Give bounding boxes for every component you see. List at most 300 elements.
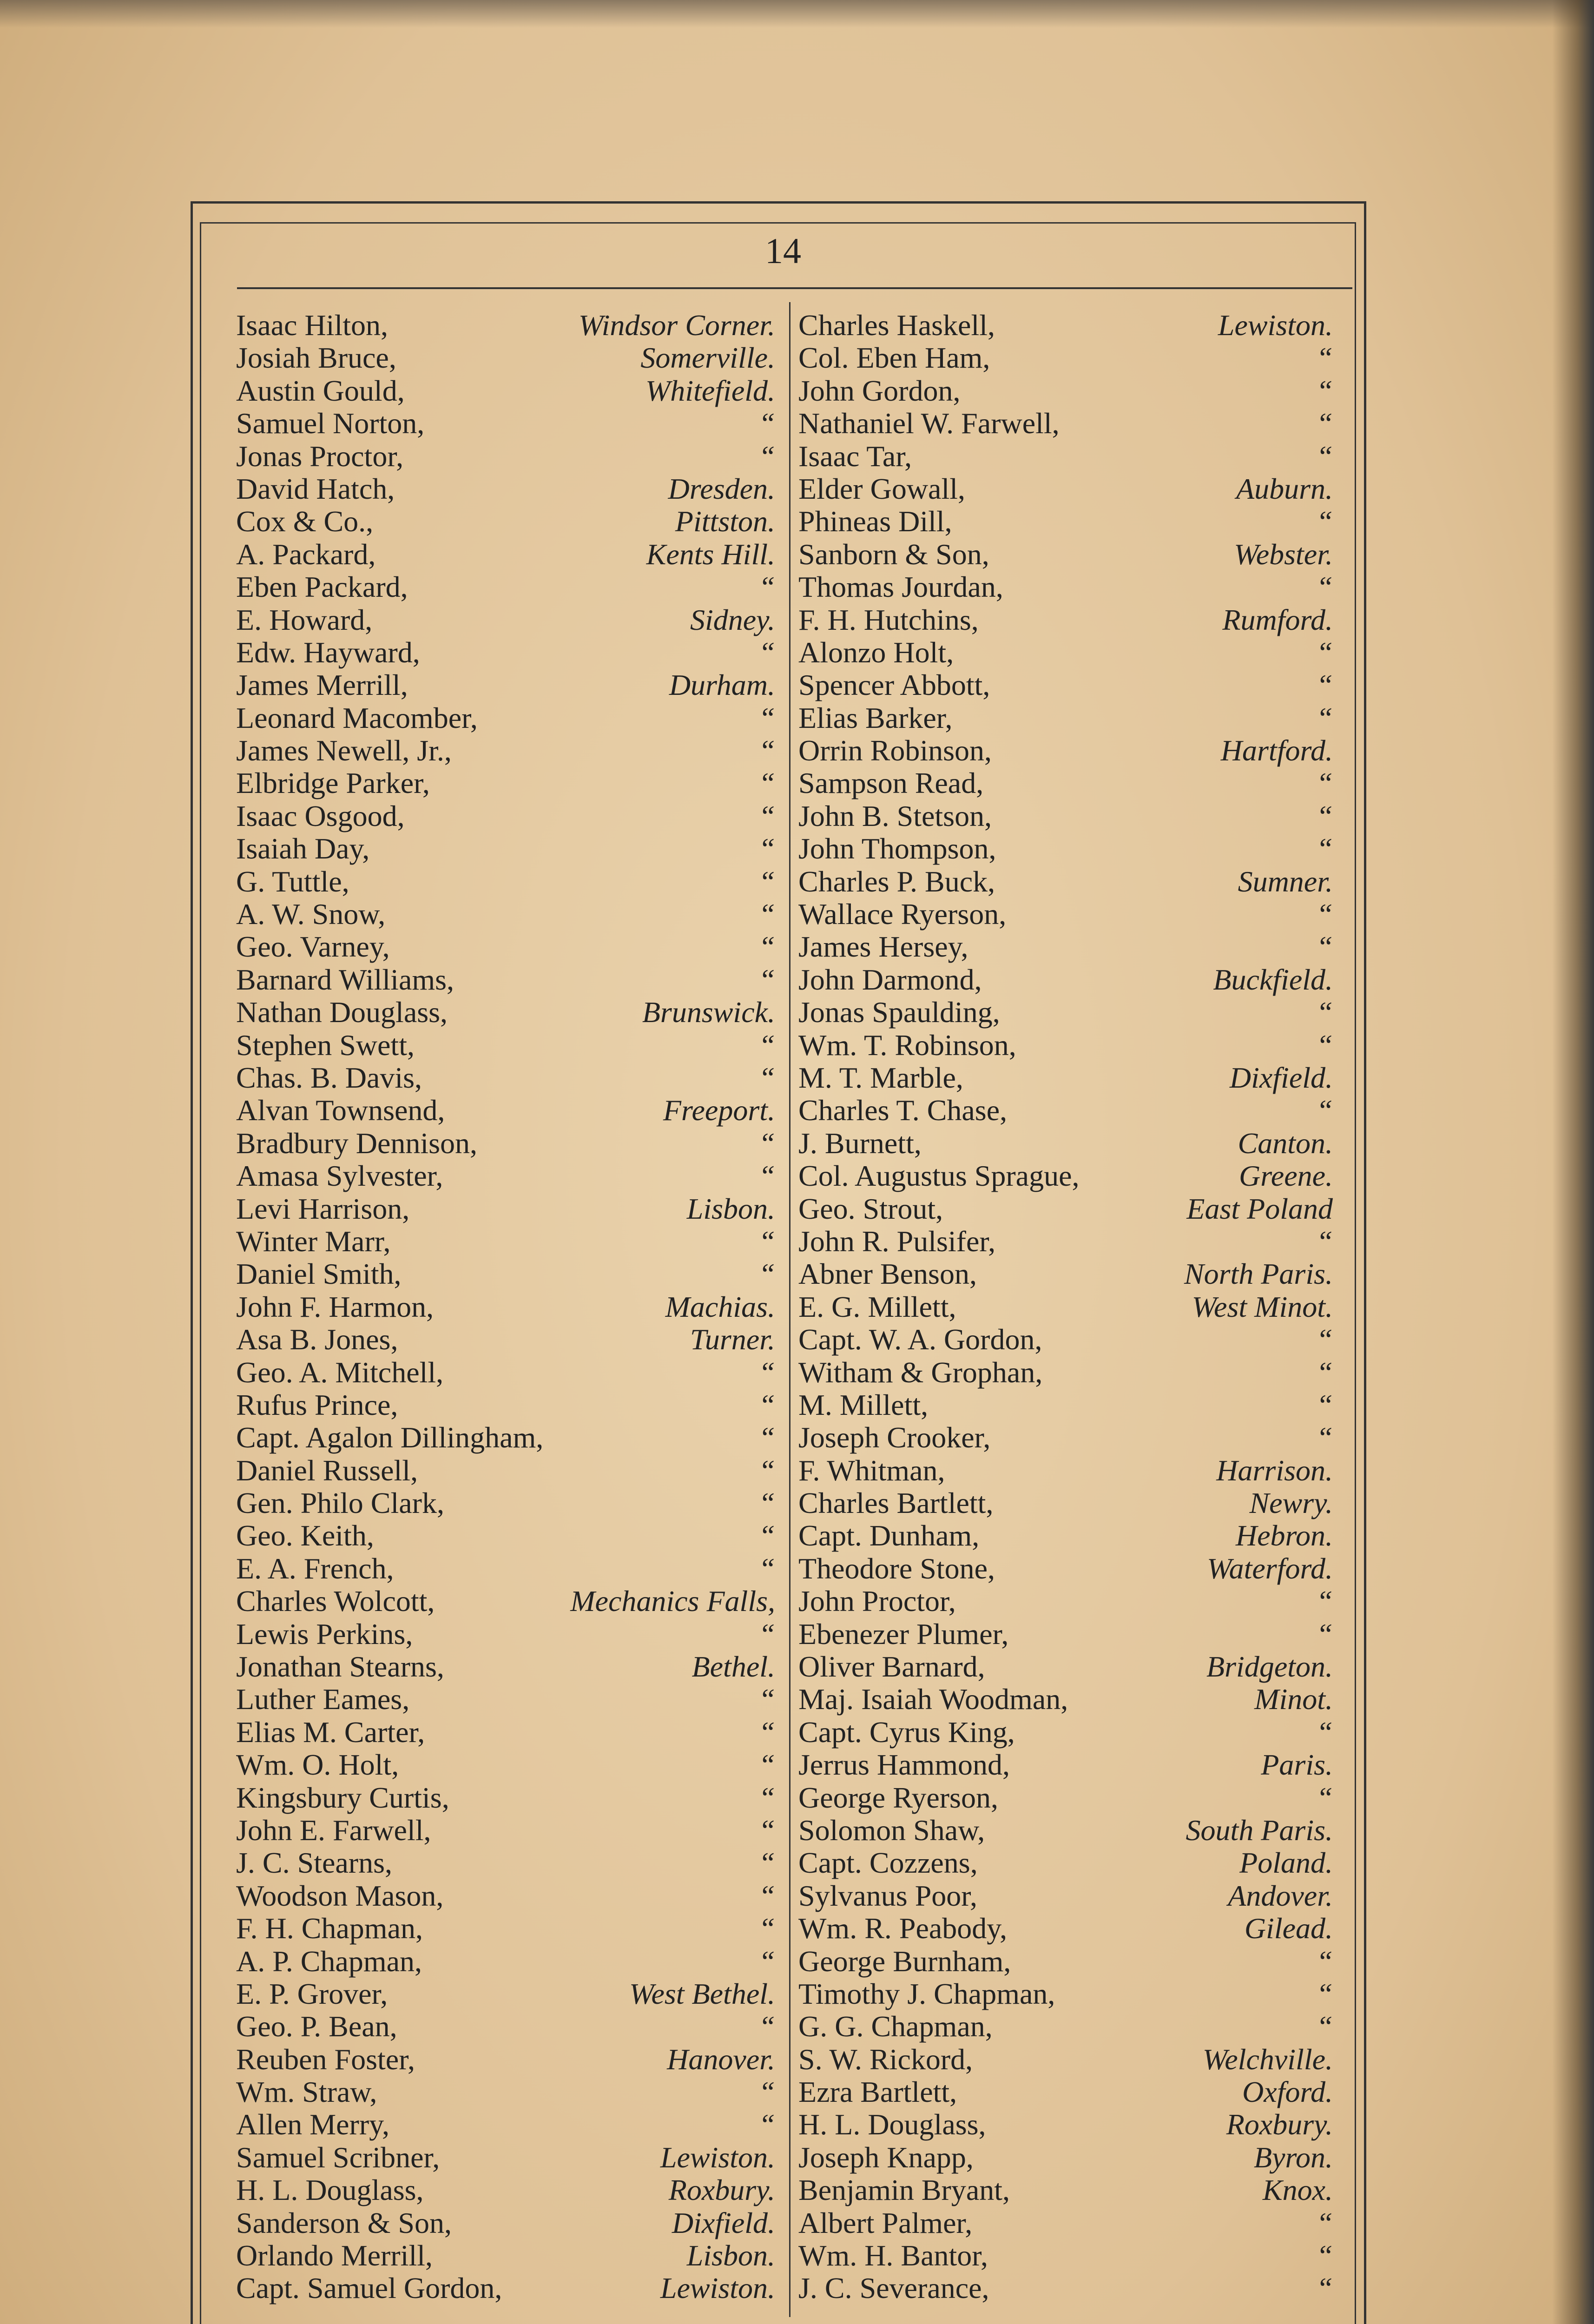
subscriber-town: Brunswick.: [642, 996, 775, 1029]
subscriber-name: Solomon Shaw,: [798, 1813, 985, 1847]
subscriber-town: “: [1316, 1323, 1333, 1356]
subscriber-town: “: [758, 407, 775, 440]
subscriber-town: “: [758, 1421, 775, 1454]
subscriber-town: “: [758, 865, 775, 898]
list-item: [236, 898, 775, 931]
list-item: [798, 1519, 1333, 1552]
subscriber-name: Wm. T. Robinson,: [798, 1028, 1016, 1062]
list-item: [236, 636, 775, 669]
subscriber-name: E. Howard,: [236, 603, 373, 636]
subscriber-town: Welchville.: [1202, 2042, 1333, 2076]
subscriber-town: Waterford.: [1207, 1552, 1333, 1585]
list-item: [236, 2239, 775, 2272]
subscriber-name: J. C. Severance,: [798, 2271, 989, 2305]
subscriber-name: John Proctor,: [798, 1585, 956, 1618]
list-item: [798, 505, 1333, 538]
subscriber-name: Wm. H. Bantor,: [798, 2239, 988, 2272]
subscriber-town: “: [1316, 930, 1333, 964]
list-item: [236, 1618, 775, 1651]
list-item: [798, 1356, 1333, 1389]
subscriber-town: “: [758, 1486, 775, 1520]
subscriber-name: Ebenezer Plumer,: [798, 1617, 1009, 1651]
subscriber-name: Jonas Proctor,: [236, 439, 404, 473]
subscriber-name: A. P. Chapman,: [236, 1944, 422, 1978]
subscriber-name: Geo. Strout,: [798, 1192, 943, 1225]
subscriber-town: “: [758, 799, 775, 832]
subscriber-name: Geo. A. Mitchell,: [236, 1355, 444, 1389]
list-item: [236, 702, 775, 734]
list-item: [236, 2076, 775, 2108]
list-item: [798, 407, 1333, 440]
list-item: [798, 1160, 1333, 1192]
list-item: [236, 538, 775, 571]
subscriber-name: Alonzo Holt,: [798, 635, 954, 669]
list-item: [798, 538, 1333, 571]
subscriber-name: Allen Merry,: [236, 2108, 389, 2141]
subscriber-town: “: [1316, 635, 1333, 669]
list-item: [798, 342, 1333, 374]
subscriber-town: Auburn.: [1236, 472, 1333, 505]
list-item: [236, 1651, 775, 1683]
subscriber-town: Harrison.: [1216, 1453, 1333, 1487]
list-item: [236, 1814, 775, 1847]
subscriber-name: Luther Eames,: [236, 1683, 410, 1716]
subscriber-town: “: [758, 1748, 775, 1782]
list-item: [798, 1585, 1333, 1618]
subscriber-name: J. C. Stearns,: [236, 1846, 392, 1880]
list-item: [798, 1814, 1333, 1847]
list-item: [798, 1683, 1333, 1716]
subscriber-name: Isaac Osgood,: [236, 799, 405, 832]
subscriber-town: “: [758, 1944, 775, 1978]
subscriber-name: F. Whitman,: [798, 1453, 945, 1487]
subscriber-name: Timothy J. Chapman,: [798, 1977, 1055, 2010]
subscriber-name: Capt. Cozzens,: [798, 1846, 978, 1880]
list-item: [236, 734, 775, 767]
subscriber-name: Kingsbury Curtis,: [236, 1781, 449, 1814]
subscriber-town: Poland.: [1239, 1846, 1333, 1880]
list-item: [798, 636, 1333, 669]
subscriber-town: Durham.: [669, 668, 775, 702]
list-item: [798, 571, 1333, 603]
subscriber-name: Col. Eben Ham,: [798, 341, 990, 375]
list-item: [236, 1291, 775, 1323]
subscriber-name: Orlando Merrill,: [236, 2239, 433, 2272]
subscriber-town: “: [758, 635, 775, 669]
subscriber-name: Capt. Dunham,: [798, 1519, 980, 1552]
list-item: [798, 1782, 1333, 1814]
subscriber-name: David Hatch,: [236, 472, 395, 505]
subscriber-town: Bridgeton.: [1206, 1650, 1333, 1684]
subscriber-town: West Bethel.: [629, 1977, 775, 2010]
subscriber-town: “: [1316, 701, 1333, 734]
subscriber-town: Hanover.: [667, 2042, 775, 2076]
subscriber-town: “: [758, 1028, 775, 1062]
subscriber-name: Woodson Mason,: [236, 1879, 444, 1912]
subscriber-town: “: [1316, 1355, 1333, 1389]
list-item: [798, 2174, 1333, 2206]
subscriber-name: Abner Benson,: [798, 1257, 977, 1291]
subscriber-name: Asa B. Jones,: [236, 1323, 398, 1356]
list-item: [798, 1618, 1333, 1651]
list-item: [236, 1193, 775, 1225]
subscriber-town: “: [758, 1912, 775, 1945]
subscriber-town: Lewiston.: [660, 2140, 775, 2174]
subscriber-town: “: [1316, 2271, 1333, 2305]
subscriber-name: Charles T. Chase,: [798, 1094, 1008, 1127]
subscriber-name: Capt. Agalon Dillingham,: [236, 1421, 544, 1454]
subscriber-name: John F. Harmon,: [236, 1290, 434, 1323]
list-item: [798, 1716, 1333, 1749]
subscriber-name: Sanderson & Son,: [236, 2206, 452, 2239]
subscriber-name: Jonas Spaulding,: [798, 996, 1000, 1029]
subscriber-town: Bethel.: [692, 1650, 775, 1684]
subscriber-name: M. Millett,: [798, 1388, 929, 1421]
list-item: [798, 1487, 1333, 1519]
list-item: [798, 1029, 1333, 1062]
subscriber-name: G. Tuttle,: [236, 865, 349, 898]
page-top-shadow: [0, 0, 1594, 28]
subscriber-name: Witham & Grophan,: [798, 1355, 1043, 1389]
subscriber-name: Gen. Philo Clark,: [236, 1486, 444, 1520]
list-item: [236, 604, 775, 636]
subscriber-town: “: [1316, 1094, 1333, 1127]
subscriber-town: “: [1316, 898, 1333, 931]
subscriber-town: “: [758, 2075, 775, 2109]
subscriber-name: Thomas Jourdan,: [798, 570, 1003, 604]
list-item: [236, 1127, 775, 1160]
list-item: [798, 1978, 1333, 2010]
subscriber-town: Oxford.: [1242, 2075, 1333, 2109]
subscriber-town: “: [758, 1846, 775, 1880]
subscriber-name: Elias M. Carter,: [236, 1715, 425, 1749]
list-item: [236, 1552, 775, 1585]
left-subscriber-column: [236, 309, 775, 2305]
book-spine-shadow: [1552, 0, 1594, 2324]
list-item: [236, 1978, 775, 2010]
subscriber-town: “: [758, 898, 775, 931]
list-item: [236, 2174, 775, 2206]
list-item: [798, 1291, 1333, 1323]
subscriber-town: Pittston.: [675, 505, 775, 538]
subscriber-name: George Ryerson,: [798, 1781, 998, 1814]
list-item: [236, 2108, 775, 2141]
subscriber-town: Roxbury.: [1226, 2108, 1333, 2141]
subscriber-name: Wallace Ryerson,: [798, 898, 1007, 931]
list-item: [236, 1258, 775, 1290]
list-item: [798, 1193, 1333, 1225]
list-item: [236, 1782, 775, 1814]
subscriber-town: “: [1316, 341, 1333, 375]
subscriber-name: Oliver Barnard,: [798, 1650, 985, 1684]
subscriber-town: “: [758, 1813, 775, 1847]
subscriber-town: Somerville.: [640, 341, 775, 375]
list-item: [798, 1127, 1333, 1160]
subscriber-town: “: [758, 930, 775, 964]
subscriber-town: “: [758, 1617, 775, 1651]
subscriber-town: “: [758, 1781, 775, 1814]
subscriber-name: Levi Harrison,: [236, 1192, 410, 1225]
subscriber-name: Leonard Macomber,: [236, 701, 478, 734]
subscriber-name: Alvan Townsend,: [236, 1094, 445, 1127]
subscriber-town: “: [1316, 832, 1333, 865]
list-item: [236, 342, 775, 374]
list-item: [798, 996, 1333, 1029]
subscriber-town: Minot.: [1254, 1683, 1333, 1716]
subscriber-town: South Paris.: [1186, 1813, 1333, 1847]
subscriber-name: Joseph Crooker,: [798, 1421, 991, 1454]
subscriber-town: Kents Hill.: [646, 537, 775, 571]
subscriber-town: Lewiston.: [660, 2271, 775, 2305]
subscriber-name: Stephen Swett,: [236, 1028, 415, 1062]
list-item: [798, 2239, 1333, 2272]
subscriber-name: John Gordon,: [798, 374, 961, 407]
list-item: [236, 1945, 775, 1978]
list-item: [236, 2207, 775, 2239]
list-item: [798, 931, 1333, 963]
subscriber-town: Buckfield.: [1213, 963, 1333, 996]
subscriber-town: Dixfield.: [672, 2206, 775, 2239]
subscriber-town: “: [1316, 766, 1333, 800]
list-item: [798, 1912, 1333, 1945]
subscriber-town: “: [1316, 1715, 1333, 1749]
list-item: [236, 1323, 775, 1356]
list-item: [236, 1225, 775, 1258]
list-item: [798, 1323, 1333, 1356]
subscriber-town: “: [1316, 1617, 1333, 1651]
list-item: [236, 440, 775, 473]
subscriber-town: “: [758, 2108, 775, 2141]
subscriber-town: “: [1316, 570, 1333, 604]
list-item: [236, 1029, 775, 1062]
list-item: [236, 832, 775, 865]
list-item: [236, 2141, 775, 2174]
subscriber-town: Roxbury.: [668, 2173, 775, 2207]
subscriber-town: “: [1316, 1224, 1333, 1258]
subscriber-name: Benjamin Bryant,: [798, 2173, 1010, 2207]
subscriber-town: Andover.: [1228, 1879, 1333, 1912]
list-item: [236, 1847, 775, 1879]
subscriber-name: Elder Gowall,: [798, 472, 965, 505]
list-item: [236, 996, 775, 1029]
list-item: [236, 309, 775, 342]
subscriber-name: Maj. Isaiah Woodman,: [798, 1683, 1068, 1716]
list-item: [236, 1749, 775, 1781]
list-item: [798, 1389, 1333, 1421]
list-item: [236, 1585, 775, 1618]
list-item: [798, 1651, 1333, 1683]
list-item: [798, 309, 1333, 342]
subscriber-town: Dixfield.: [1229, 1061, 1333, 1094]
subscriber-name: G. G. Chapman,: [798, 2010, 993, 2043]
subscriber-town: Sumner.: [1238, 865, 1333, 898]
list-item: [236, 407, 775, 440]
subscriber-name: Amasa Sylvester,: [236, 1159, 443, 1193]
subscriber-name: J. Burnett,: [798, 1126, 922, 1160]
subscriber-town: “: [758, 832, 775, 865]
subscriber-name: Chas. B. Davis,: [236, 1061, 422, 1094]
list-item: [236, 1519, 775, 1552]
list-item: [236, 505, 775, 538]
subscriber-name: James Newell, Jr.,: [236, 734, 452, 767]
subscriber-town: “: [758, 570, 775, 604]
subscriber-town: Sidney.: [690, 603, 775, 636]
subscriber-name: Charles Wolcott,: [236, 1585, 435, 1618]
subscriber-town: “: [1316, 1977, 1333, 2010]
subscriber-town: “: [1316, 1421, 1333, 1454]
subscriber-name: E. G. Millett,: [798, 1290, 956, 1323]
list-item: [798, 1094, 1333, 1127]
list-item: [798, 2141, 1333, 2174]
page-number: 14: [765, 231, 801, 271]
subscriber-town: East Poland: [1186, 1192, 1333, 1225]
list-item: [236, 473, 775, 505]
subscriber-name: Capt. Samuel Gordon,: [236, 2271, 502, 2305]
subscriber-town: “: [1316, 799, 1333, 832]
subscriber-town: Newry.: [1249, 1486, 1333, 1520]
subscriber-name: F. H. Hutchins,: [798, 603, 979, 636]
header-rule: [237, 287, 1352, 289]
list-item: [798, 2272, 1333, 2304]
list-item: [236, 1421, 775, 1454]
subscriber-name: Wm. R. Peabody,: [798, 1912, 1008, 1945]
subscriber-town: “: [1316, 439, 1333, 473]
subscriber-name: Reuben Foster,: [236, 2042, 415, 2076]
subscriber-town: “: [1316, 1585, 1333, 1618]
subscriber-name: Sampson Read,: [798, 766, 984, 800]
subscriber-name: Ezra Bartlett,: [798, 2075, 957, 2109]
subscriber-name: John B. Stetson,: [798, 799, 992, 832]
subscriber-name: A. Packard,: [236, 537, 376, 571]
subscriber-town: “: [1316, 505, 1333, 538]
list-item: [236, 800, 775, 832]
list-item: [236, 1094, 775, 1127]
subscriber-name: Austin Gould,: [236, 374, 405, 407]
subscriber-name: Cox & Co.,: [236, 505, 374, 538]
subscriber-town: Hebron.: [1235, 1519, 1333, 1552]
subscriber-name: Rufus Prince,: [236, 1388, 398, 1421]
subscriber-name: John Darmond,: [798, 963, 982, 996]
subscriber-name: Col. Augustus Sprague,: [798, 1159, 1080, 1193]
subscriber-town: “: [1316, 1388, 1333, 1421]
list-item: [798, 2010, 1333, 2043]
list-item: [236, 1487, 775, 1519]
list-item: [798, 1880, 1333, 1912]
subscriber-town: Dresden.: [668, 472, 775, 505]
list-item: [798, 1062, 1333, 1094]
subscriber-town: “: [1316, 2239, 1333, 2272]
list-item: [798, 1258, 1333, 1290]
subscriber-town: Whitefield.: [645, 374, 775, 407]
subscriber-town: Lewiston.: [1218, 309, 1333, 342]
subscriber-name: Elbridge Parker,: [236, 766, 430, 800]
subscriber-name: Wm. O. Holt,: [236, 1748, 399, 1782]
subscriber-town: “: [1316, 2206, 1333, 2239]
list-item: [236, 571, 775, 603]
subscriber-town: “: [758, 1683, 775, 1716]
subscriber-town: Machias.: [665, 1290, 775, 1323]
list-item: [798, 2043, 1333, 2076]
subscriber-name: Theodore Stone,: [798, 1552, 995, 1585]
subscriber-town: “: [758, 1552, 775, 1585]
list-item: [236, 1356, 775, 1389]
subscriber-name: Winter Marr,: [236, 1224, 391, 1258]
list-item: [236, 931, 775, 963]
subscriber-name: Phineas Dill,: [798, 505, 952, 538]
list-item: [798, 2207, 1333, 2239]
subscriber-town: “: [758, 1224, 775, 1258]
subscriber-name: Geo. Varney,: [236, 930, 390, 964]
subscriber-town: “: [758, 1519, 775, 1552]
subscriber-name: Charles P. Buck,: [798, 865, 995, 898]
list-item: [798, 440, 1333, 473]
subscriber-name: Daniel Smith,: [236, 1257, 402, 1291]
list-item: [236, 1454, 775, 1487]
list-item: [798, 669, 1333, 701]
subscriber-name: John R. Pulsifer,: [798, 1224, 996, 1258]
list-item: [236, 767, 775, 799]
subscriber-name: Sylvanus Poor,: [798, 1879, 978, 1912]
subscriber-town: “: [1316, 407, 1333, 440]
list-item: [236, 2010, 775, 2043]
list-item: [798, 767, 1333, 799]
subscriber-name: H. L. Douglass,: [798, 2108, 986, 2141]
subscriber-name: Nathaniel W. Farwell,: [798, 407, 1060, 440]
subscriber-name: Capt. Cyrus King,: [798, 1715, 1015, 1749]
subscriber-town: “: [758, 701, 775, 734]
subscriber-name: Isaiah Day,: [236, 832, 370, 865]
subscriber-name: Joseph Knapp,: [798, 2140, 974, 2174]
subscriber-town: Windsor Corner.: [578, 309, 775, 342]
list-item: [798, 832, 1333, 865]
subscriber-name: Isaac Hilton,: [236, 309, 388, 342]
list-item: [236, 1716, 775, 1749]
subscriber-name: Albert Palmer,: [798, 2206, 973, 2239]
subscriber-town: “: [1316, 1028, 1333, 1062]
subscriber-town: West Minot.: [1192, 1290, 1333, 1323]
subscriber-name: George Burnham,: [798, 1944, 1011, 1978]
subscriber-name: Jonathan Stearns,: [236, 1650, 444, 1684]
subscriber-town: Paris.: [1261, 1748, 1333, 1782]
list-item: [236, 2272, 775, 2304]
list-item: [236, 1160, 775, 1192]
subscriber-name: Charles Bartlett,: [798, 1486, 994, 1520]
subscriber-town: “: [758, 1879, 775, 1912]
subscriber-name: Barnard Williams,: [236, 963, 454, 996]
subscriber-town: Greene.: [1239, 1159, 1333, 1193]
list-item: [798, 734, 1333, 767]
subscriber-name: M. T. Marble,: [798, 1061, 963, 1094]
subscriber-name: Isaac Tar,: [798, 439, 912, 473]
column-divider: [789, 302, 790, 2317]
subscriber-name: Bradbury Dennison,: [236, 1126, 478, 1160]
subscriber-name: Samuel Scribner,: [236, 2140, 440, 2174]
subscriber-name: James Merrill,: [236, 668, 408, 702]
list-item: [236, 375, 775, 407]
list-item: [236, 669, 775, 701]
subscriber-name: Jerrus Hammond,: [798, 1748, 1010, 1782]
subscriber-town: “: [758, 1388, 775, 1421]
list-item: [798, 1552, 1333, 1585]
subscriber-name: Capt. W. A. Gordon,: [798, 1323, 1042, 1356]
list-item: [798, 1454, 1333, 1487]
subscriber-name: Charles Haskell,: [798, 309, 995, 342]
subscriber-town: Mechanics Falls,: [570, 1585, 775, 1618]
list-item: [798, 375, 1333, 407]
subscriber-name: Lewis Perkins,: [236, 1617, 413, 1651]
list-item: [798, 964, 1333, 996]
subscriber-town: “: [758, 2010, 775, 2043]
